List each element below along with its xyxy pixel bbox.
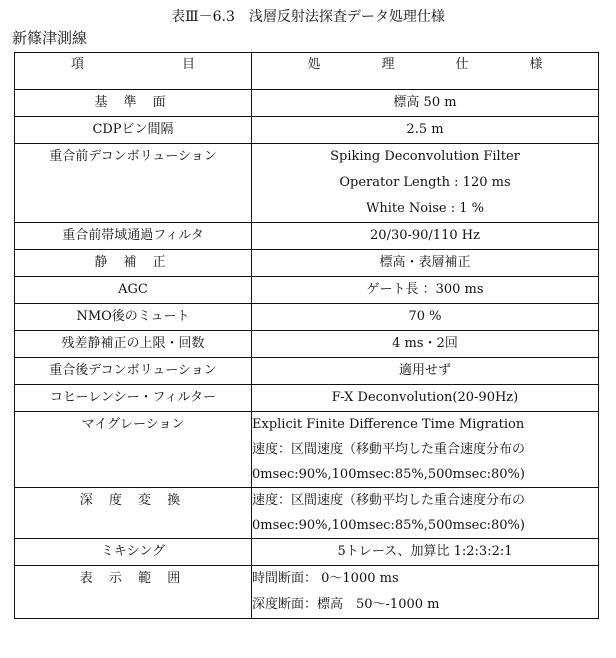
item-migration: マイグレーション <box>15 412 252 488</box>
value-depth-conversion: 速度：区間速度（移動平均した重合速度分布の 0msec:90%,100msec:85%,500msec:80%) <box>252 488 599 539</box>
item-depth-conversion: 深 度 変 換 <box>15 488 252 539</box>
item-cdp-bin: CDPビン間隔 <box>15 117 252 144</box>
table-row <box>15 488 599 539</box>
item-mixing: ミキシング <box>15 539 252 566</box>
table-row <box>15 304 599 331</box>
value-migration: Explicit Finite Difference Time Migration 速度：区間速度（移動平均した重合速度分布の 0msec:90%,100msec:85%,500msec:80%) <box>252 412 599 488</box>
item-agc: AGC <box>15 277 252 304</box>
value-bandpass-filter: 20/30-90/110 Hz <box>252 223 599 250</box>
item-prestack-decon: 重合前デコンボリューション <box>15 144 252 223</box>
value-agc: ゲート長 ：300 ms <box>252 277 599 304</box>
table-header-row <box>15 53 599 90</box>
table-row <box>15 331 599 358</box>
value-cdp-bin: 2.5 m <box>252 117 599 144</box>
value-display-range: 時間断面： 0～1000 ms 深度断面：標高 50～-1000 m <box>252 566 599 619</box>
item-coherency-filter: コヒーレンシー・フィルター <box>15 385 252 412</box>
item-residual-static: 残差静補正の上限・回数 <box>15 331 252 358</box>
survey-line-name: 新篠津測線 <box>12 29 88 47</box>
value-static-correction: 標高・表層補正 <box>252 250 599 277</box>
item-bandpass-filter: 重合前帯域通過フィルタ <box>15 223 252 250</box>
header-item: 項 目 <box>15 53 252 90</box>
table-row <box>15 566 599 619</box>
table-row <box>15 117 599 144</box>
item-nmo-mute: NMO後のミュート <box>15 304 252 331</box>
table-title: 表Ⅲ－6.3 浅層反射法探査データ処理仕様 <box>171 9 445 25</box>
item-static-correction: 静 補 正 <box>15 250 252 277</box>
table-row <box>15 385 599 412</box>
value-mixing: 5トレース、加算比 1:2:3:2:1 <box>252 539 599 566</box>
table-row <box>15 277 599 304</box>
table-row <box>15 223 599 250</box>
value-datum: 標高 50 m <box>252 90 599 117</box>
table-row <box>15 90 599 117</box>
value-coherency-filter: F-X Deconvolution(20-90Hz) <box>252 385 599 412</box>
value-prestack-decon: Spiking Deconvolution Filter Operator Length : 120 ms White Noise : 1 % <box>252 144 599 223</box>
processing-spec-table <box>14 52 599 619</box>
value-residual-static: 4 ms・2回 <box>252 331 599 358</box>
table-row <box>15 358 599 385</box>
item-poststack-decon: 重合後デコンボリューション <box>15 358 252 385</box>
table-row <box>15 412 599 488</box>
header-spec: 処 理 仕 様 <box>252 53 599 90</box>
item-display-range: 表 示 範 囲 <box>15 566 252 619</box>
value-poststack-decon: 適用せず <box>252 358 599 385</box>
value-nmo-mute: 70 % <box>252 304 599 331</box>
item-datum: 基 準 面 <box>15 90 252 117</box>
table-row <box>15 539 599 566</box>
table-row <box>15 144 599 223</box>
table-row <box>15 250 599 277</box>
